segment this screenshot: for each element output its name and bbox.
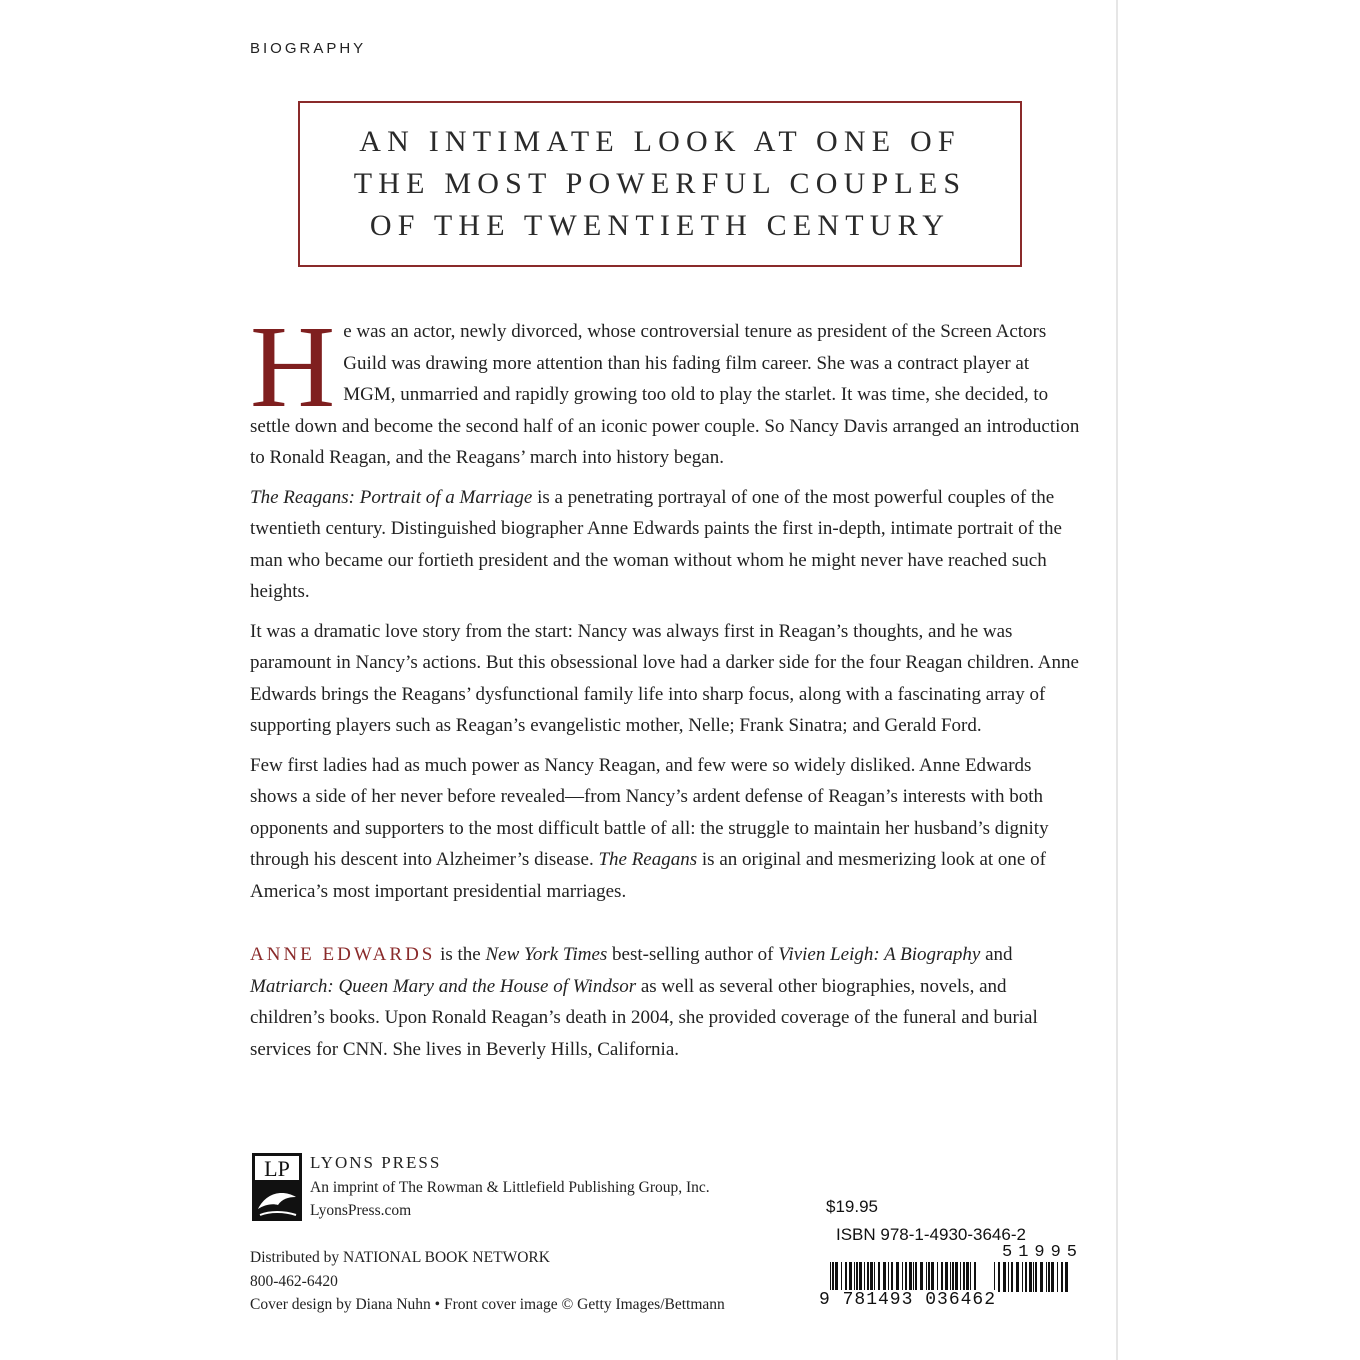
- paragraph-1: [250, 301, 1080, 474]
- author-bio-text-4: as well as several other biographies, novels, and children’s books. Upon Ronald Reagan’s death in 2004, she provided coverage of the funeral and burial services for CNN. She lives in Beverly Hills, California.: [250, 975, 1038, 1060]
- description-body: [250, 301, 1080, 1073]
- lyons-press-logo: [252, 1153, 302, 1221]
- paragraph-4-text-b: is an original and mesmerizing look at one of America’s most important presidential marriages.: [250, 849, 1046, 902]
- barcode-addon-digits: 51995: [1002, 1243, 1084, 1262]
- drop-cap: H: [250, 301, 336, 432]
- publisher-name: LYONS PRESS: [310, 1153, 442, 1172]
- page-edge-divider: [1116, 0, 1118, 1360]
- author-bio-text-1: is the: [435, 944, 486, 965]
- phone-number: 800-462-6420: [250, 1272, 338, 1290]
- isbn: ISBN 978-1-4930-3646-2: [836, 1225, 1026, 1244]
- category-label: BIOGRAPHY: [250, 40, 367, 57]
- distribution-info: [250, 1246, 725, 1317]
- author-bio-text-3: and: [980, 944, 1013, 965]
- paragraph-2-text: is a penetrating portrayal of one of the most powerful couples of the twentieth century. Distinguished biographer Anne Edwards paints the first in-depth, intimate portrait of the man who became our fortieth president and the woman without whom he might never have reached such heights.: [250, 486, 1062, 602]
- barcode-addon: [994, 1262, 1070, 1292]
- newspaper-title: New York Times: [485, 944, 608, 965]
- tagline-line-1: AN INTIMATE LOOK AT ONE OF: [359, 125, 961, 158]
- other-book-title-1: Vivien Leigh: A Biography: [778, 944, 981, 965]
- other-book-title-2: Matriarch: Queen Mary and the House of Windsor: [250, 975, 637, 997]
- book-title: The Reagans: Portrait of a Marriage: [250, 486, 533, 508]
- author-name: ANNE EDWARDS: [250, 944, 436, 965]
- paragraph-4-text-a: Few first ladies had as much power as Nancy Reagan, and few were so widely disliked. Anne Edwards shows a side of her never before revealed—from Nancy’s ardent defense of Reagan’s interests with both opponents and supporters to the most difficult battle of all: the struggle to maintain her husband’s dignity through his descent into Alzheimer’s disease.: [250, 754, 1049, 870]
- publisher-website: LyonsPress.com: [310, 1202, 412, 1219]
- publisher-block: [252, 1153, 812, 1225]
- book-title-short: The Reagans: [598, 849, 698, 870]
- price-block: [826, 1197, 1026, 1244]
- tagline-line-2: THE MOST POWERFUL COUPLES: [353, 167, 967, 200]
- paragraph-4: [250, 750, 1080, 908]
- cover-credits: Cover design by Diana Nuhn • Front cover image © Getty Images/Bettmann: [250, 1296, 725, 1313]
- paragraph-2: [250, 482, 1080, 608]
- tagline-line-3: OF THE TWENTIETH CENTURY: [369, 209, 951, 242]
- distributor-line: Distributed by NATIONAL BOOK NETWORK: [250, 1249, 550, 1266]
- author-bio-text-2: best-selling author of: [607, 944, 779, 965]
- price: $19.95: [826, 1197, 878, 1216]
- publisher-imprint: An imprint of The Rowman & Littlefield Publishing Group, Inc.: [310, 1179, 710, 1196]
- paragraph-3: It was a dramatic love story from the start: Nancy was always first in Reagan’s thoughts, and he was paramount in Nancy’s actions. But this obsessional love had a darker side for the four Reagan children. Anne Edwards brings the Reagans’ dysfunctional family life into sharp focus, along with a fascinating array of supporting players such as Reagan’s evangelistic mother, Nelle; Frank Sinatra; and Gerald Ford.: [250, 620, 1079, 736]
- tagline-box: [298, 101, 1022, 267]
- paragraph-1-text: e was an actor, newly divorced, whose controversial tenure as president of the Screen Actors Guild was drawing more attention than his fading film career. She was a contract player at MGM, unmarried and rapidly growing too old to play the starlet. It was time, she decided, to settle down and become the second half of an iconic power couple. So Nancy Davis arranged an introduction to Ronald Reagan, and the Reagans’ march into history began.: [250, 321, 1080, 468]
- author-bio: [250, 939, 1080, 1065]
- barcode-digits: 9 781493 036462: [819, 1290, 997, 1310]
- logo-letters: LP: [264, 1156, 290, 1181]
